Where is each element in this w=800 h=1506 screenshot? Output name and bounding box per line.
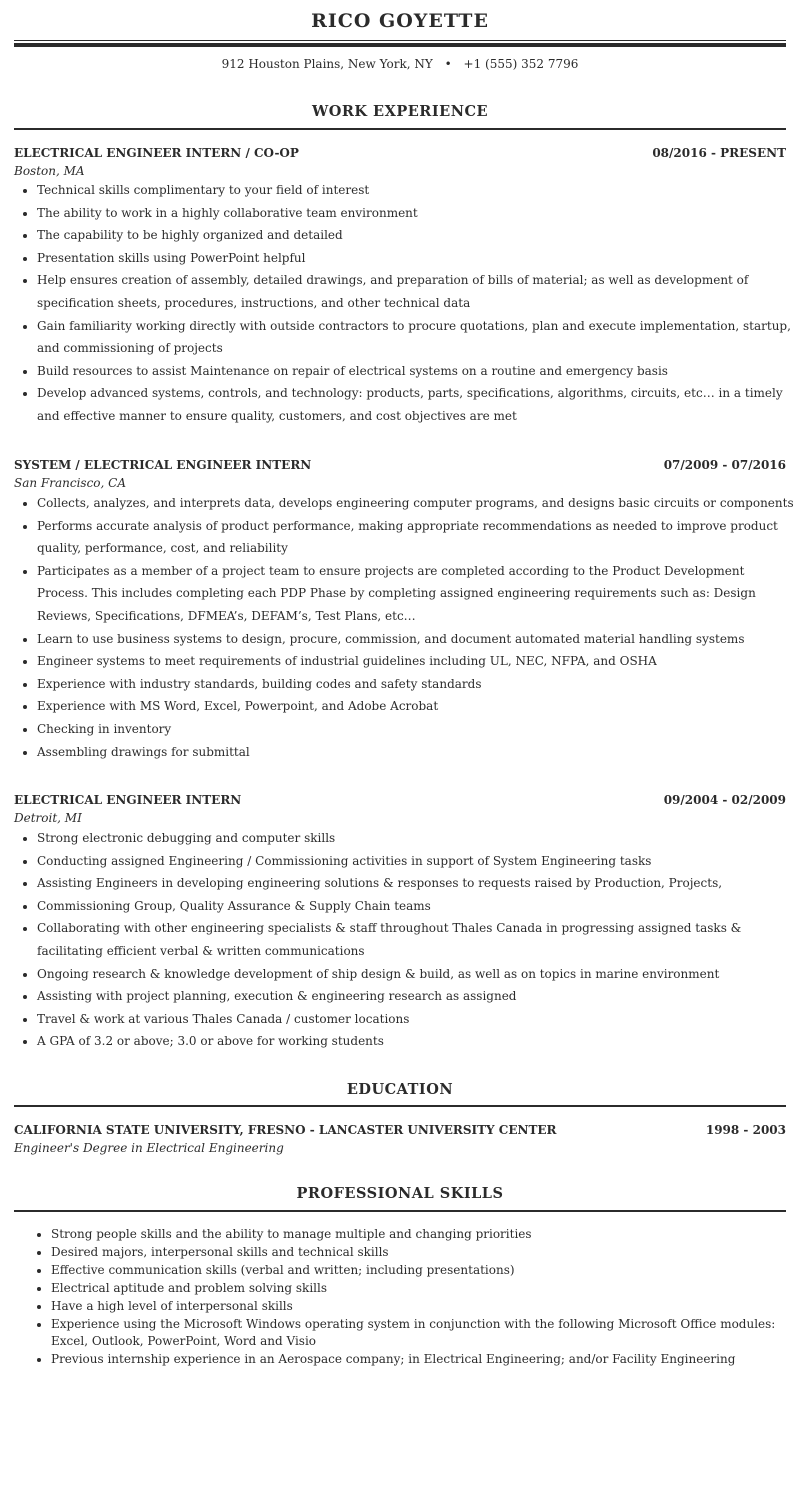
list-item: • Experience with MS Word, Excel, Powerpoint, and Adobe Acrobat	[37, 695, 797, 718]
list-item: • Strong people skills and the ability to manage multiple and changing priorities	[51, 1226, 800, 1244]
list-item: • Develop advanced systems, controls, and technology: products, parts, specifications, algorithms, circuits, etc… in a timely and effective manner to ensure quality, customers, and cost objectives are met	[37, 382, 797, 427]
list-item: • Help ensures creation of assembly, detailed drawings, and preparation of bills of material; as well as development of specification sheets, procedures, instructions, and other technical data	[37, 269, 797, 314]
list-item: • Previous internship experience in an Aerospace company; in Electrical Engineering; and/or Facility Engineering	[51, 1351, 800, 1369]
list-item: • Ongoing research & knowledge development of ship design & build, as well as on topics in marine environment	[37, 963, 797, 986]
list-item: • Have a high level of interpersonal skills	[51, 1298, 800, 1316]
education-dates: 1998 - 2003	[705, 1123, 786, 1137]
list-item: • Learn to use business systems to design, procure, commission, and document automated material handling systems	[37, 628, 797, 651]
list-item: • A GPA of 3.2 or above; 3.0 or above for working students	[37, 1030, 797, 1053]
list-item: • Assembling drawings for submittal	[37, 741, 797, 764]
school-name: CALIFORNIA STATE UNIVERSITY, FRESNO - LANCASTER UNIVERSITY CENTER	[14, 1123, 557, 1137]
job-dates: 09/2004 - 02/2009	[663, 793, 786, 807]
candidate-name: RICO GOYETTE	[311, 10, 489, 32]
skills-list	[28, 1226, 800, 1369]
list-item: • Collaborating with other engineering specialists & staff throughout Thales Canada in progressing assigned tasks & facilitating efficient verbal & written communications	[37, 917, 797, 962]
list-item: • Technical skills complimentary to your field of interest	[37, 179, 797, 202]
contact-line	[0, 57, 800, 71]
job-location: Detroit, MI	[14, 811, 82, 825]
job-location: Boston, MA	[14, 164, 85, 178]
job-header	[14, 146, 786, 160]
work-experience-heading: WORK EXPERIENCE	[311, 103, 489, 120]
list-item: • Presentation skills using PowerPoint helpful	[37, 247, 797, 270]
job-dates: 08/2016 - PRESENT	[652, 146, 786, 160]
address: 912 Houston Plains, New York, NY	[221, 57, 433, 71]
list-item: • Assisting Engineers in developing engineering solutions & responses to requests raised by Production, Projects,	[37, 872, 797, 895]
list-item: • Travel & work at various Thales Canada / customer locations	[37, 1008, 797, 1031]
education-header	[14, 1123, 786, 1137]
job-header	[14, 458, 786, 472]
list-item: • The capability to be highly organized and detailed	[37, 224, 797, 247]
list-item: • Performs accurate analysis of product performance, making appropriate recommendations as needed to improve product quality, performance, cost, and reliability	[37, 515, 797, 560]
professional-skills-heading: PROFESSIONAL SKILLS	[296, 1185, 504, 1202]
job-title: ELECTRICAL ENGINEER INTERN / CO-OP	[14, 146, 299, 160]
job-dates: 07/2009 - 07/2016	[663, 458, 786, 472]
job-location: San Francisco, CA	[14, 476, 127, 490]
job-header	[14, 793, 786, 807]
list-item: • Collects, analyzes, and interprets data, develops engineering computer programs, and designs basic circuits or components	[37, 492, 797, 515]
list-item: • Commissioning Group, Quality Assurance & Supply Chain teams	[37, 895, 797, 918]
list-item: • Desired majors, interpersonal skills and technical skills	[51, 1244, 800, 1262]
job-title: ELECTRICAL ENGINEER INTERN	[14, 793, 242, 807]
list-item: • Build resources to assist Maintenance on repair of electrical systems on a routine and emergency basis	[37, 360, 797, 383]
list-item: • Electrical aptitude and problem solving skills	[51, 1280, 800, 1298]
header-rule-thin	[14, 40, 786, 41]
degree: Engineer's Degree in Electrical Engineering	[14, 1141, 284, 1155]
header-rule-thick	[14, 43, 786, 47]
phone: +1 (555) 352 7796	[463, 57, 579, 71]
list-item: • Experience using the Microsoft Windows operating system in conjunction with the following Microsoft Office modules: Excel, Outlook, PowerPoint, Word and Visio	[51, 1316, 800, 1352]
work-experience-rule	[14, 128, 786, 130]
education-heading: EDUCATION	[346, 1081, 454, 1098]
list-item: • Assisting with project planning, execution & engineering research as assigned	[37, 985, 797, 1008]
list-item: • Effective communication skills (verbal and written; including presentations)	[51, 1262, 800, 1280]
job-duties-list	[14, 179, 797, 428]
job-duties-list	[14, 492, 797, 763]
list-item: • Conducting assigned Engineering / Commissioning activities in support of System Engineering tasks	[37, 850, 797, 873]
list-item: • Gain familiarity working directly with outside contractors to procure quotations, plan and execute implementation, startup, and commissioning of projects	[37, 315, 797, 360]
list-item: • Checking in inventory	[37, 718, 797, 741]
contact-separator: •	[444, 57, 452, 71]
professional-skills-rule	[14, 1210, 786, 1212]
education-rule	[14, 1105, 786, 1107]
job-title: SYSTEM / ELECTRICAL ENGINEER INTERN	[14, 458, 312, 472]
list-item: • Engineer systems to meet requirements of industrial guidelines including UL, NEC, NFPA, and OSHA	[37, 650, 797, 673]
list-item: • Experience with industry standards, building codes and safety standards	[37, 673, 797, 696]
list-item: • Strong electronic debugging and computer skills	[37, 827, 797, 850]
list-item: • The ability to work in a highly collaborative team environment	[37, 202, 797, 225]
list-item: • Participates as a member of a project team to ensure projects are completed according to the Product Development Process. This includes completing each PDP Phase by completing assigned engineering requirements such as: Design Reviews, Specifications, DFMEA’s, DEFAM’s, Test Plans, etc…	[37, 560, 797, 628]
job-duties-list	[14, 827, 797, 1053]
